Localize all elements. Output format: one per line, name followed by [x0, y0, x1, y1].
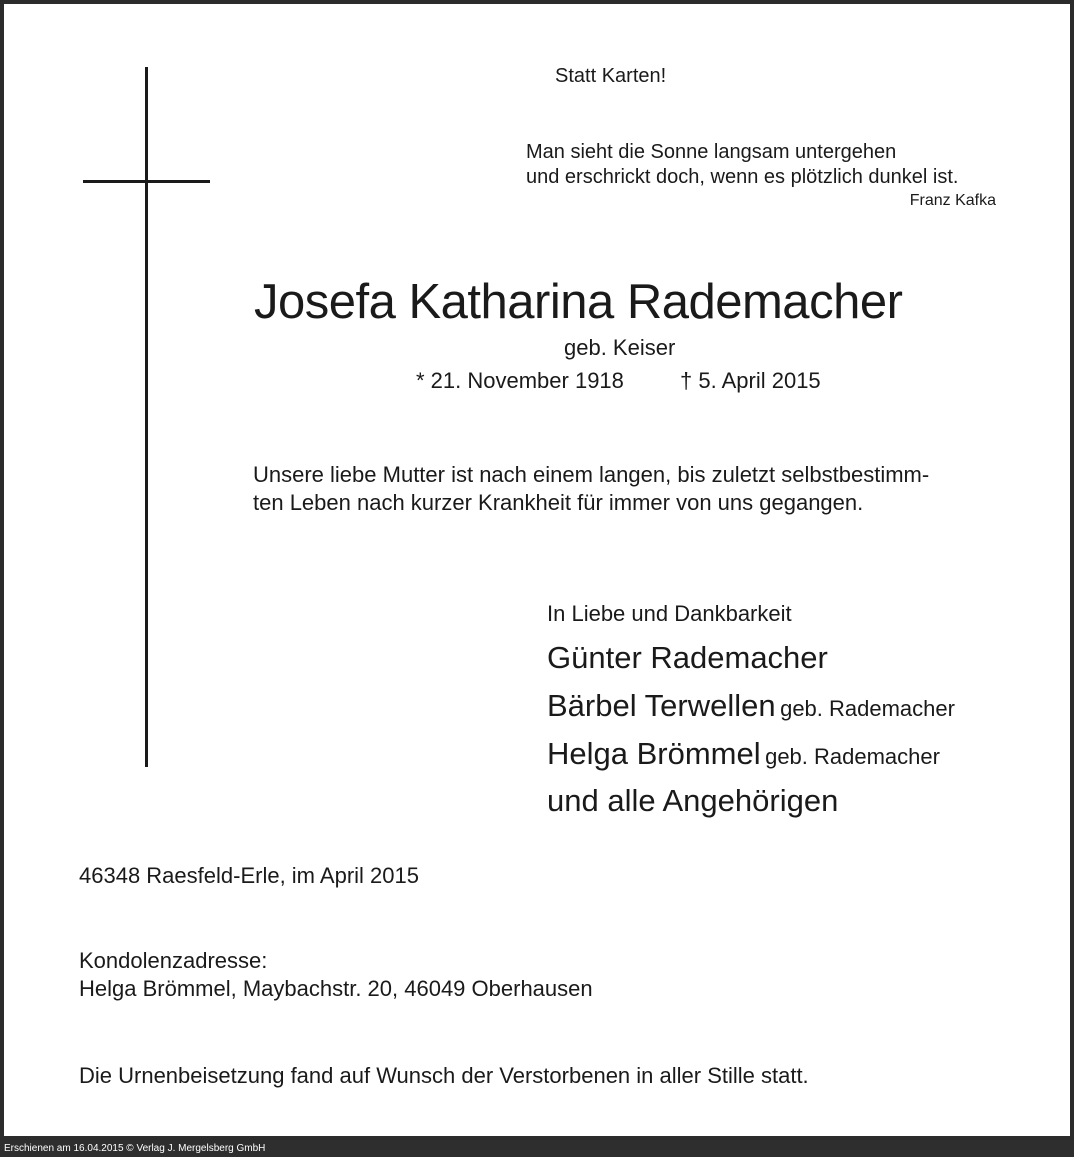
- footer-credit: Erschienen am 16.04.2015 © Verlag J. Mergelsberg GmbH: [0, 1140, 1074, 1157]
- message-line-2: ten Leben nach kurzer Krankheit für immer von uns gegangen.: [253, 490, 864, 515]
- quote-line-2: und erschrickt doch, wenn es plötzlich dunkel ist.: [526, 166, 959, 188]
- cross-icon: [145, 67, 148, 767]
- mourner-name: Bärbel Terwellen: [547, 688, 776, 723]
- death-date: † 5. April 2015: [680, 368, 821, 393]
- mourner-row: [547, 736, 940, 772]
- quote-author: Franz Kafka: [909, 192, 996, 209]
- mourner-name: Helga Brömmel: [547, 736, 761, 771]
- mourner-row: [547, 783, 838, 819]
- mourner-row: [547, 688, 955, 724]
- statt-karten: Statt Karten!: [555, 65, 667, 87]
- mourner-suffix: geb. Rademacher: [765, 744, 940, 769]
- birth-date: * 21. November 1918: [416, 368, 624, 393]
- cross-icon-bar: [83, 180, 210, 183]
- mourners-intro: In Liebe und Dankbarkeit: [547, 601, 792, 626]
- condolence-address: Helga Brömmel, Maybachstr. 20, 46049 Oberhausen: [79, 976, 593, 1001]
- deceased-name: Josefa Katharina Rademacher: [254, 275, 903, 329]
- mourner-row: [547, 640, 828, 676]
- mourner-suffix: geb. Rademacher: [780, 696, 955, 721]
- mourner-name: Günter Rademacher: [547, 640, 828, 675]
- mourner-name: und alle Angehörigen: [547, 783, 839, 818]
- place-date: 46348 Raesfeld-Erle, im April 2015: [79, 863, 419, 888]
- burial-note: Die Urnenbeisetzung fand auf Wunsch der Verstorbenen in aller Stille statt.: [79, 1063, 809, 1088]
- condolence-label: Kondolenzadresse:: [79, 948, 268, 973]
- maiden-name: geb. Keiser: [564, 335, 676, 360]
- message-line-1: Unsere liebe Mutter ist nach einem langen, bis zuletzt selbstbestimm-: [253, 462, 930, 487]
- quote-line-1: Man sieht die Sonne langsam untergehen: [526, 141, 897, 163]
